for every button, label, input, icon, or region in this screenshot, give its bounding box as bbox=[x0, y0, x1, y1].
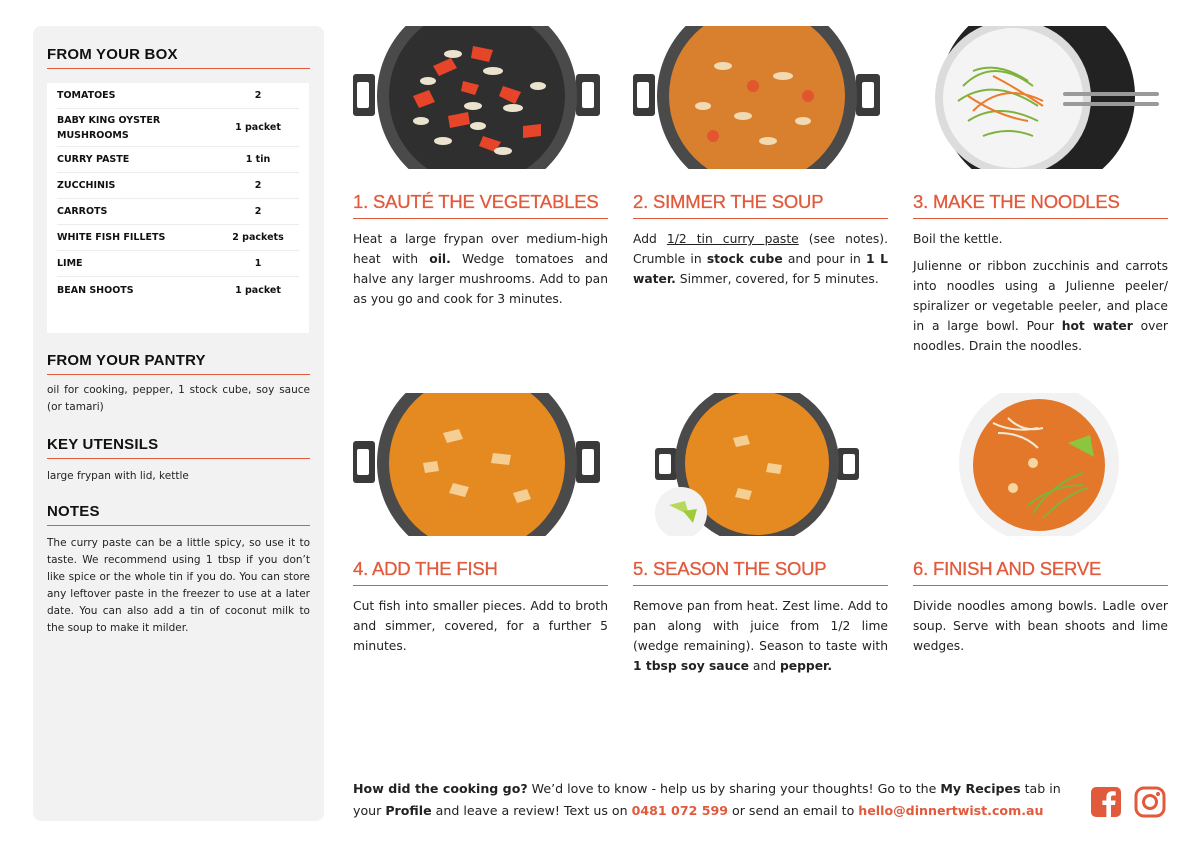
step-1 bbox=[353, 26, 608, 309]
text-run: and pour in bbox=[782, 252, 867, 266]
text-run: 1/2 tin curry paste bbox=[666, 232, 799, 246]
from-your-pantry-heading: FROM YOUR PANTRY bbox=[47, 352, 310, 375]
step-4-photo bbox=[353, 393, 608, 536]
step-2-photo bbox=[633, 26, 888, 169]
step-1-photo bbox=[353, 26, 608, 169]
step-4-body bbox=[353, 596, 608, 656]
step-1-title: 1. SAUTÉ THE VEGETABLES bbox=[353, 191, 608, 219]
text-run: My Recipes bbox=[940, 781, 1021, 796]
key-utensils-heading: KEY UTENSILS bbox=[47, 436, 310, 459]
ingredients-sidebar bbox=[33, 26, 324, 821]
step-5-title: 5. SEASON THE SOUP bbox=[633, 558, 888, 586]
step-2 bbox=[633, 26, 888, 289]
step-6 bbox=[913, 393, 1168, 656]
step-paragraph bbox=[913, 596, 1168, 656]
table-row bbox=[57, 199, 299, 225]
table-row bbox=[57, 251, 299, 277]
ingredient-qty: 1 bbox=[254, 258, 262, 269]
text-run: oil. bbox=[429, 252, 451, 266]
from-your-box-heading: FROM YOUR BOX bbox=[47, 46, 310, 69]
text-run: or send an email to bbox=[728, 803, 859, 818]
step-6-body bbox=[913, 596, 1168, 656]
table-row bbox=[57, 173, 299, 199]
ingredient-qty: 2 bbox=[254, 90, 262, 101]
step-2-title: 2. SIMMER THE SOUP bbox=[633, 191, 888, 219]
step-paragraph bbox=[633, 596, 888, 676]
step-5-body bbox=[633, 596, 888, 676]
text-run: Simmer, covered, for 5 minutes. bbox=[675, 272, 879, 286]
ingredient-name: CURRY PASTE bbox=[57, 154, 130, 165]
pantry-text: oil for cooking, pepper, 1 stock cube, soy sauce (or tamari) bbox=[47, 384, 310, 413]
table-row bbox=[57, 147, 299, 173]
step-paragraph bbox=[913, 256, 1168, 356]
text-run: hot water bbox=[1061, 319, 1133, 333]
text-run: Wedge tomatoes and halve any larger mushrooms. Add to pan as you go and cook for 3 minutes. bbox=[353, 252, 609, 306]
table-row bbox=[57, 277, 299, 303]
ingredient-name: LIME bbox=[57, 258, 83, 269]
ingredient-name: CARROTS bbox=[57, 206, 108, 217]
step-4-title: 4. ADD THE FISH bbox=[353, 558, 608, 586]
text-run: Cut fish into smaller pieces. Add to broth and simmer, covered, for a further 5 minutes. bbox=[353, 599, 608, 653]
step-6-title: 6. FINISH AND SERVE bbox=[913, 558, 1168, 586]
notes-text: The curry paste can be a little spicy, so use it to taste. We recommend using 1 tbsp if you don’t like spice or the whole tin if you do. You can store any leftover paste in the freezer to use at a later date. You can also add a tin of coconut milk to the soup to make it milder. bbox=[47, 537, 310, 634]
text-run: Remove pan from heat. Zest lime. Add to pan along with juice from 1/2 lime (wedge remaining). Season to taste with bbox=[633, 599, 888, 653]
step-3-body bbox=[913, 229, 1168, 356]
step-paragraph bbox=[913, 229, 1168, 249]
ingredient-name: TOMATOES bbox=[57, 90, 116, 101]
text-run: (see notes). Crumble in bbox=[633, 232, 888, 266]
ingredient-qty: 2 bbox=[254, 206, 262, 217]
text-run: Boil the kettle. bbox=[913, 232, 1003, 246]
ingredients-table bbox=[47, 83, 309, 333]
text-run: Profile bbox=[385, 803, 432, 818]
ingredient-qty: 2 packets bbox=[232, 232, 284, 243]
contact-link[interactable]: hello@dinnertwist.com.au bbox=[858, 803, 1044, 818]
text-run: stock cube bbox=[706, 252, 783, 266]
table-row bbox=[57, 83, 299, 109]
step-5 bbox=[633, 393, 888, 676]
ingredient-name: WHITE FISH FILLETS bbox=[57, 232, 166, 243]
text-run: pepper. bbox=[779, 659, 833, 673]
step-2-body bbox=[633, 229, 888, 289]
text-run: and bbox=[749, 659, 780, 673]
notes-heading: NOTES bbox=[47, 503, 310, 526]
facebook-icon[interactable] bbox=[1090, 786, 1122, 818]
text-run: We’d love to know - help us by sharing your thoughts! Go to the bbox=[527, 781, 941, 796]
step-1-body bbox=[353, 229, 608, 309]
step-3 bbox=[913, 26, 1168, 356]
utensils-text: large frypan with lid, kettle bbox=[47, 470, 189, 482]
text-run: tab in your bbox=[353, 781, 1061, 818]
feedback-footer bbox=[353, 778, 1073, 822]
step-3-title: 3. MAKE THE NOODLES bbox=[913, 191, 1168, 219]
text-run: Divide noodles among bowls. Ladle over soup. Serve with bean shoots and lime wedges. bbox=[913, 599, 1168, 653]
step-paragraph bbox=[633, 229, 888, 289]
ingredient-name: ZUCCHINIS bbox=[57, 180, 116, 191]
text-run: 1 L water. bbox=[633, 252, 888, 286]
ingredient-qty: 1 packet bbox=[235, 284, 281, 296]
contact-link[interactable]: 0481 072 599 bbox=[631, 803, 729, 818]
text-run: over noodles. Drain the noodles. bbox=[913, 319, 1168, 353]
ingredient-name: BEAN SHOOTS bbox=[57, 284, 134, 296]
step-6-photo bbox=[913, 393, 1168, 536]
ingredient-qty: 1 packet bbox=[235, 122, 281, 133]
instagram-icon[interactable] bbox=[1134, 786, 1166, 818]
text-run: Add bbox=[633, 232, 667, 246]
step-5-photo bbox=[633, 393, 888, 536]
text-run: Heat a large frypan over medium-high heat with bbox=[353, 232, 608, 266]
ingredient-name: BABY KING OYSTER MUSHROOMS bbox=[57, 114, 161, 141]
ingredient-qty: 2 bbox=[254, 180, 262, 191]
ingredient-qty: 1 tin bbox=[245, 154, 271, 165]
table-row bbox=[57, 109, 299, 147]
text-run: and leave a review! Text us on bbox=[431, 803, 632, 818]
step-paragraph bbox=[353, 229, 608, 309]
text-run: Julienne or ribbon zucchinis and carrots into noodles using a Julienne peeler/ spiralizer or vegetable peeler, and place in a large bowl. Pour bbox=[913, 259, 1168, 333]
text-run: 1 tbsp soy sauce bbox=[633, 659, 749, 673]
table-row bbox=[57, 225, 299, 251]
step-paragraph bbox=[353, 596, 608, 656]
step-4 bbox=[353, 393, 608, 656]
step-3-photo bbox=[913, 26, 1168, 169]
text-run: How did the cooking go? bbox=[353, 781, 528, 796]
